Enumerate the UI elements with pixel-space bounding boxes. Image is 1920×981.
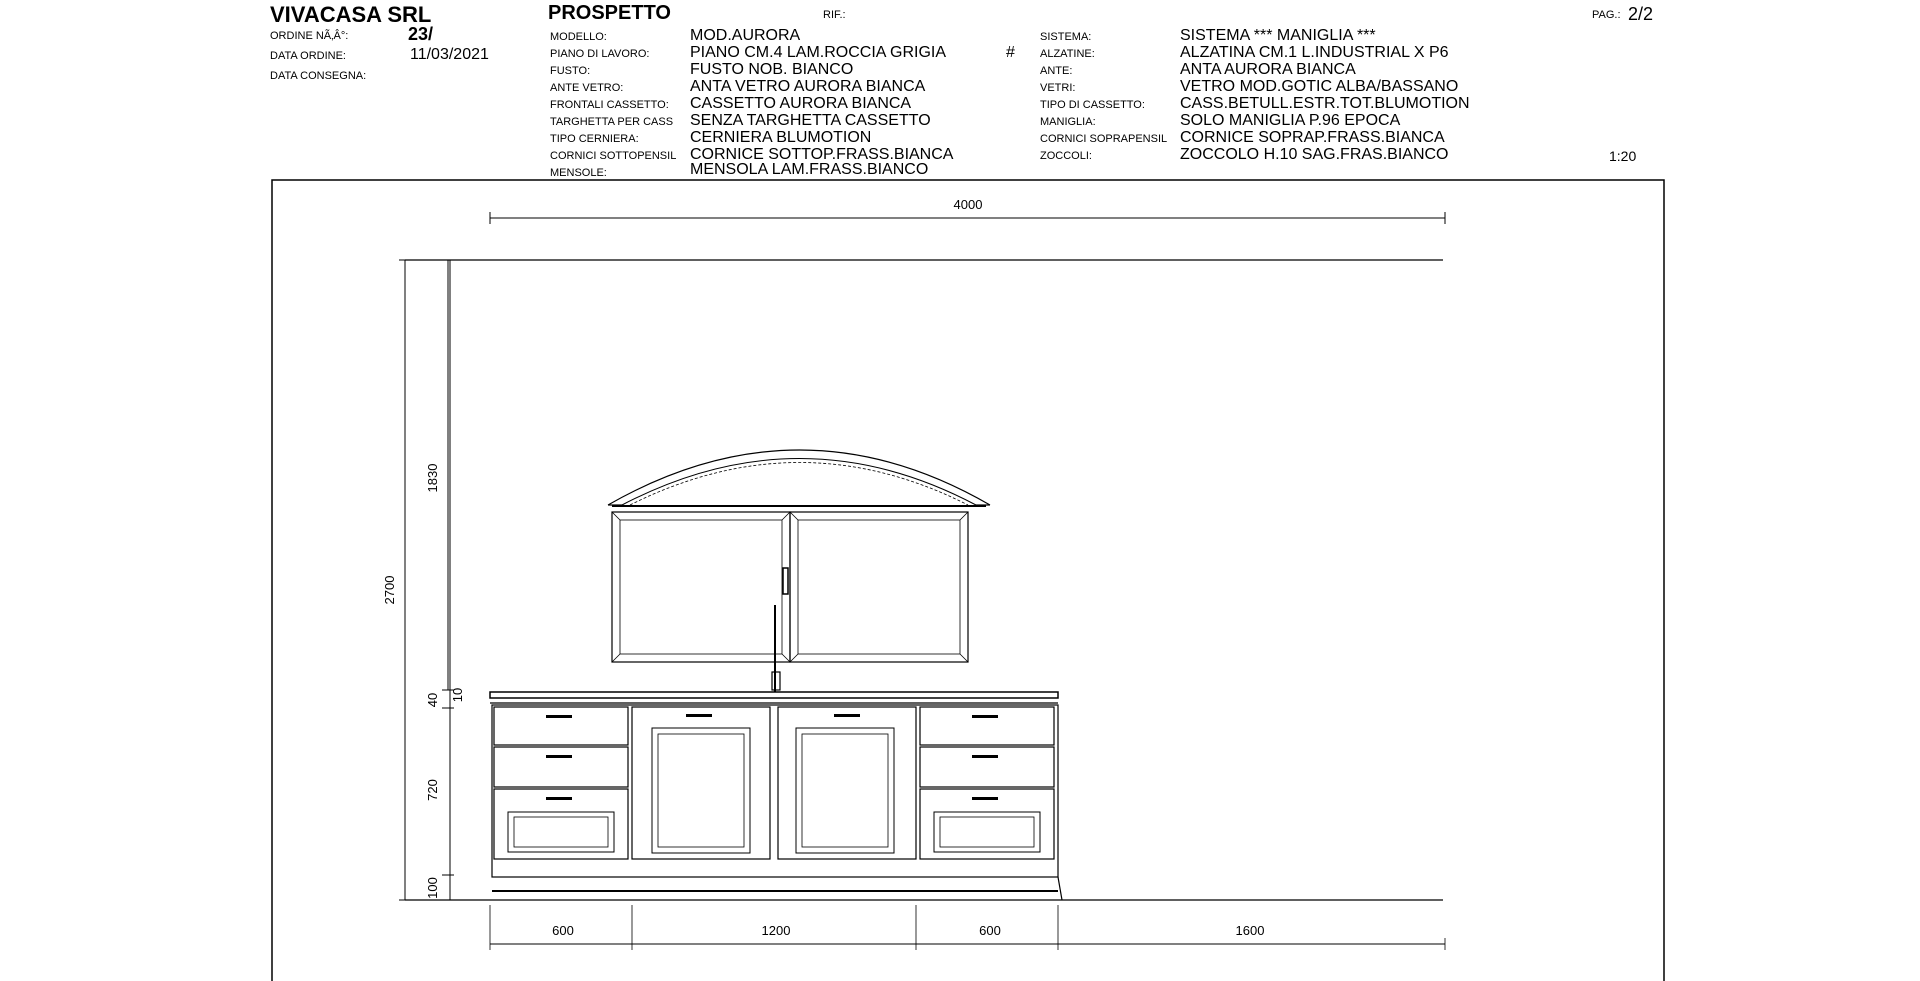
spec-right-value: ANTA AURORA BIANCA — [1180, 61, 1356, 78]
spec-right-label: SISTEMA: — [1040, 31, 1092, 43]
dim-total-width: 4000 — [953, 197, 983, 212]
drawer — [494, 747, 628, 787]
base-door-right — [778, 707, 916, 859]
upper-door-left — [612, 512, 790, 662]
spec-right-label: VETRI: — [1040, 82, 1076, 94]
spec-left-label: TIPO CERNIERA: — [550, 133, 639, 145]
drawer — [920, 747, 1054, 787]
drawer-handle — [834, 714, 860, 717]
drawer-handle — [546, 797, 572, 800]
order-number-value: 23/ — [408, 24, 434, 44]
spec-left-label: MENSOLE: — [550, 167, 607, 179]
reference-label: RIF.: — [823, 9, 846, 21]
spec-left-label: FRONTALI CASSETTO: — [550, 99, 669, 111]
hash-mark: # — [1006, 44, 1015, 61]
dim-width: 1600 — [1235, 923, 1265, 938]
spec-right-label: CORNICI SOPRAPENSIL — [1040, 133, 1168, 145]
spec-left-label: TARGHETTA PER CASS — [550, 116, 674, 128]
order-date-value: 11/03/2021 — [410, 46, 489, 63]
spec-right-value: CORNICE SOPRAP.FRASS.BIANCA — [1180, 129, 1445, 146]
dim-width: 600 — [979, 923, 1001, 938]
dim-base-height: 720 — [425, 779, 440, 801]
spec-left-value: ANTA VETRO AURORA BIANCA — [690, 78, 926, 95]
spec-left-value: CORNICE SOTTOP.FRASS.BIANCA — [690, 146, 954, 163]
order-number-label: ORDINE NÃ‚Â°: — [270, 30, 349, 42]
drawer-handle — [546, 715, 572, 718]
dim-width: 1200 — [761, 923, 791, 938]
spec-left-value: MOD.AURORA — [690, 27, 801, 44]
dim-top-thickness: 40 — [425, 692, 440, 708]
worktop — [490, 692, 1058, 698]
drawer-handle — [972, 755, 998, 758]
spec-right-label: ALZATINE: — [1040, 48, 1095, 60]
upper-door-right — [790, 512, 968, 662]
spec-right-value: SOLO MANIGLIA P.96 EPOCA — [1180, 112, 1401, 129]
spec-left-label: FUSTO: — [550, 65, 591, 77]
spec-right-value: SISTEMA *** MANIGLIA *** — [1180, 27, 1376, 44]
upper-handle — [783, 568, 788, 594]
spec-left-value: CASSETTO AURORA BIANCA — [690, 95, 912, 112]
page-label: PAG.: — [1592, 9, 1621, 21]
spec-left-label: MODELLO: — [550, 31, 607, 43]
spec-left-label: ANTE VETRO: — [550, 82, 624, 94]
base-cabinets — [492, 705, 1058, 877]
drawer-handle — [686, 714, 712, 717]
drawer-handle — [972, 797, 998, 800]
dim-upper-height: 1830 — [425, 463, 440, 493]
base-door-left — [632, 707, 770, 859]
page-title: PROSPETTO — [548, 2, 671, 24]
spec-left-label: CORNICI SOTTOPENSIL — [550, 150, 677, 162]
spec-right-value: ALZATINA CM.1 L.INDUSTRIAL X P6 — [1180, 44, 1449, 61]
spec-left-value: CERNIERA BLUMOTION — [690, 129, 872, 146]
spec-left-label: PIANO DI LAVORO: — [550, 48, 650, 60]
order-date-label: DATA ORDINE: — [270, 50, 346, 62]
drawer — [494, 707, 628, 745]
spec-right-label: ZOCCOLI: — [1040, 150, 1092, 162]
spec-right-label: TIPO DI CASSETTO: — [1040, 99, 1145, 111]
kitchen-elevation-drawing — [270, 178, 1667, 981]
spec-right-value: CASS.BETULL.ESTR.TOT.BLUMOTION — [1180, 95, 1470, 112]
dim-plinth: 100 — [425, 877, 440, 899]
dim-width: 600 — [552, 923, 574, 938]
company-name: VIVACASA SRL — [270, 2, 432, 27]
spec-right-label: ANTE: — [1040, 65, 1073, 77]
delivery-date-label: DATA CONSEGNA: — [270, 70, 367, 82]
spec-right-value: VETRO MOD.GOTIC ALBA/BASSANO — [1180, 78, 1459, 95]
page-value: 2/2 — [1628, 4, 1654, 24]
spec-left-value: FUSTO NOB. BIANCO — [690, 61, 854, 78]
dim-wall-height: 2700 — [382, 575, 397, 605]
spec-right-value: ZOCCOLO H.10 SAG.FRAS.BIANCO — [1180, 146, 1449, 163]
drawer — [920, 707, 1054, 745]
drawer-handle — [972, 715, 998, 718]
scale-value: 1:20 — [1609, 148, 1637, 164]
spec-left-value: MENSOLA LAM.FRASS.BIANCO — [690, 161, 929, 178]
drawer-handle — [546, 755, 572, 758]
spec-left-value: PIANO CM.4 LAM.ROCCIA GRIGIA — [690, 44, 947, 61]
spec-left-value: SENZA TARGHETTA CASSETTO — [690, 112, 931, 129]
spec-right-label: MANIGLIA: — [1040, 116, 1096, 128]
dim-backsplash: 10 — [450, 687, 465, 703]
